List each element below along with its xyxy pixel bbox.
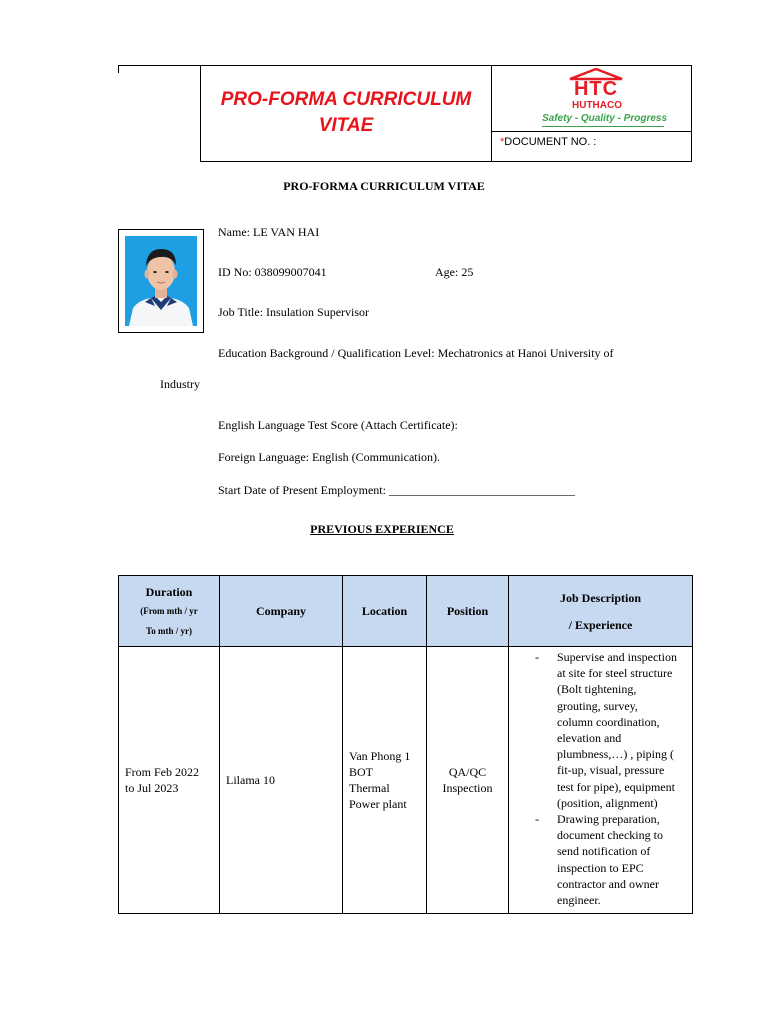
info-education-line2: Industry xyxy=(160,377,200,391)
bullet-line: test for pipe), equipment xyxy=(557,779,675,794)
cell-job-description xyxy=(509,647,693,914)
form-title: PRO-FORMA CURRICULUM VITAE xyxy=(220,89,472,136)
info-english-test: English Language Test Score (Attach Certificate): xyxy=(218,418,458,432)
header-border-docno xyxy=(491,131,692,132)
document-number xyxy=(500,136,596,148)
bullet-line: (position, alignment) xyxy=(557,795,658,810)
bullet-line: contractor and owner xyxy=(557,876,659,891)
location-line: Van Phong 1 xyxy=(349,749,411,763)
bullet-line: fit-up, visual, pressure xyxy=(557,763,665,778)
bullet-line: Supervise and inspection xyxy=(557,650,677,664)
info-job-title: Job Title: Insulation Supervisor xyxy=(218,305,370,319)
header-border-mid xyxy=(491,65,492,162)
bullet-line: inspection to EPC xyxy=(557,860,644,875)
header-company: Company xyxy=(220,576,343,647)
header-border-bottom xyxy=(200,161,692,162)
company-logo xyxy=(538,68,668,130)
bullet-dash: - xyxy=(535,812,539,827)
location-line: Power plant xyxy=(349,797,407,811)
header-job-desc-line1: Job Description xyxy=(560,590,641,605)
bullet-line: plumbness,…) , piping ( xyxy=(557,747,674,762)
header-job-desc-line2: / Experience xyxy=(568,617,633,632)
header-border-top xyxy=(118,65,692,66)
info-education-line1: Education Background / Qualification Level: Mechatronics at Hanoi University of xyxy=(218,346,614,360)
duration-line2: to Jul 2023 xyxy=(125,781,179,795)
cell-location xyxy=(343,647,427,914)
location-line: BOT xyxy=(349,765,373,779)
list-item xyxy=(509,649,688,811)
document-subtitle: PRO-FORMA CURRICULUM VITAE xyxy=(283,179,485,193)
bullet-line: grouting, survey, xyxy=(557,698,638,713)
person-portrait-icon xyxy=(125,236,197,326)
header-tick-left xyxy=(118,65,119,73)
logo-underline xyxy=(542,126,664,127)
bullet-line: elevation and xyxy=(557,731,622,746)
bullet-line: Drawing preparation, xyxy=(557,812,660,827)
location-line: Thermal xyxy=(349,781,390,795)
cell-company: Lilama 10 xyxy=(220,647,343,914)
header-position: Position xyxy=(427,576,509,647)
logo-htc-text: HTC xyxy=(573,78,619,100)
bullet-line: document checking to xyxy=(557,828,663,843)
bullet-line: send notification of xyxy=(557,844,651,859)
header-duration-sub1: (From mth / yr xyxy=(140,606,198,616)
duration-line1: From Feb 2022 xyxy=(125,765,200,779)
info-age: Age: 25 xyxy=(435,265,474,279)
header-location: Location xyxy=(343,576,427,647)
position-line1: QA/QC xyxy=(448,765,487,779)
logo-company-name: HUTHACO xyxy=(572,100,622,111)
cell-duration xyxy=(119,647,220,914)
bullet-line: engineer. xyxy=(557,893,601,908)
list-item xyxy=(509,811,688,908)
logo-tagline: Safety - Quality - Progress xyxy=(542,113,668,124)
header-duration-sub2: To mth / yr) xyxy=(146,626,192,636)
cell-position xyxy=(427,647,509,914)
info-name: Name: LE VAN HAI xyxy=(218,225,320,239)
table-header-row xyxy=(119,576,693,647)
bullet-line: column coordination, xyxy=(557,714,660,729)
position-line2: Inspection xyxy=(442,781,493,795)
header-job-description xyxy=(509,576,693,647)
bullet-line: (Bolt tightening, xyxy=(557,682,637,697)
header-duration-label: Duration xyxy=(145,585,193,599)
document-number-label: DOCUMENT NO. : xyxy=(504,136,597,148)
header-duration xyxy=(119,576,220,647)
document-number-star: * xyxy=(500,136,505,148)
bullet-dash: - xyxy=(535,650,539,664)
job-description-list xyxy=(509,649,688,908)
header-border-right xyxy=(691,65,692,162)
info-start-date: Start Date of Present Employment: _______________________________ xyxy=(218,483,575,497)
section-title-previous-experience: PREVIOUS EXPERIENCE xyxy=(310,522,454,536)
table-row xyxy=(119,647,693,914)
info-id-no: ID No: 038099007041 xyxy=(218,265,327,279)
profile-photo xyxy=(118,229,204,333)
experience-table xyxy=(118,575,693,914)
info-foreign-language: Foreign Language: English (Communication). xyxy=(218,450,440,464)
bullet-line: at site for steel structure xyxy=(557,666,673,681)
